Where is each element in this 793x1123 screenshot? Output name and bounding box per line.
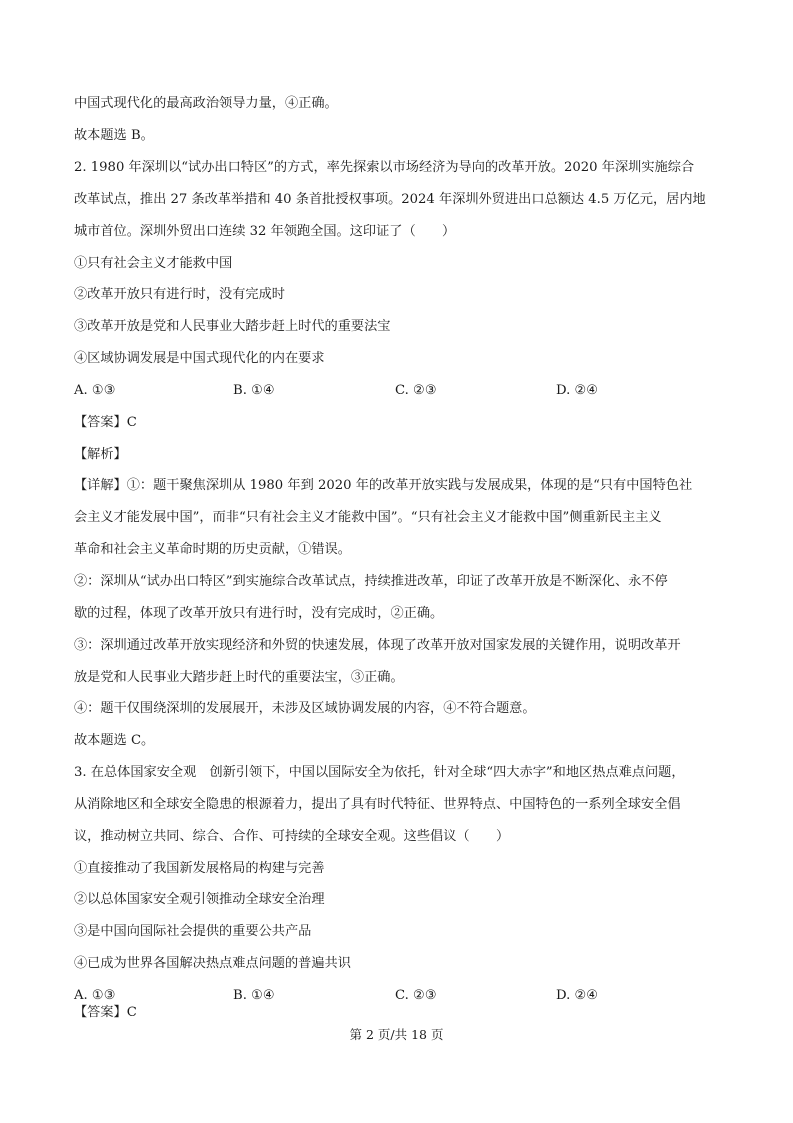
q2-detail-line-5: 歇的过程，体现了改革开放只有进行时，没有完成时，②正确。 — [74, 606, 444, 621]
q3-stem-line-2: 从消除地区和全球安全隐患的根源着力，提出了具有时代特征、世界特点、中国特色的一系列全球安全倡 — [74, 797, 681, 812]
q2-analysis-label: 【解析】 — [74, 447, 127, 462]
q3-option-d: D. ②④ — [556, 988, 599, 1003]
q2-detail-line-2: 会主义才能发展中国”，而非“只有社会主义才能救中国”。“只有社会主义才能救中国”侧重新民主主义 — [74, 510, 662, 525]
q2-answer: 【答案】C — [74, 415, 137, 430]
q2-option-c: C. ②③ — [395, 383, 437, 398]
q2-option-b: B. ①④ — [233, 383, 275, 398]
q3-statement-2: ②以总体国家安全观引领推动全球安全治理 — [74, 892, 325, 907]
q2-final-choice: 故本题选 C。 — [74, 733, 155, 748]
q3-answer: 【答案】C — [74, 1005, 137, 1020]
q2-options — [74, 382, 720, 400]
q2-statement-1: ①只有社会主义才能救中国 — [74, 256, 233, 271]
q2-statement-4: ④区域协调发展是中国式现代化的内在要求 — [74, 351, 325, 366]
q2-stem-line-3: 城市首位。深圳外贸出口连续 32 年领跑全国。这印证了（ ） — [74, 224, 456, 239]
q3-stem-line-1: 3. 在总体国家安全观 创新引领下，中国以国际安全为依托，针对全球“四大赤字”和地区热点难点问题， — [74, 765, 685, 780]
q3-statement-1: ①直接推动了我国新发展格局的构建与完善 — [74, 861, 325, 876]
q3-statement-4: ④已成为世界各国解决热点难点问题的普遍共识 — [74, 956, 351, 971]
page-footer: 第 2 页/共 18 页 — [349, 1027, 444, 1042]
q2-detail-line-7: 放是党和人民事业大踏步赶上时代的重要法宝，③正确。 — [74, 670, 404, 685]
q2-detail-line-3: 革命和社会主义革命时期的历史贡献，①错误。 — [74, 542, 351, 557]
q3-options — [74, 987, 720, 1005]
q2-detail-line-1: 【详解】①：题干聚焦深圳从 1980 年到 2020 年的改革开放实践与发展成果，体现的是“只有中国特色社 — [74, 478, 693, 493]
q3-option-c: C. ②③ — [395, 988, 437, 1003]
q2-option-a: A. ①③ — [74, 383, 116, 398]
prev-answer-choice: 故本题选 B。 — [74, 128, 154, 143]
q2-stem-line-1: 2. 1980 年深圳以“试办出口特区”的方式，率先探索以市场经济为导向的改革开放。2020 年深圳实施综合 — [74, 160, 695, 175]
q3-option-a: A. ①③ — [74, 988, 116, 1003]
q2-detail-line-4: ②：深圳从“试办出口特区”到实施综合改革试点，持续推进改革，印证了改革开放是不断深化、永不停 — [74, 574, 668, 589]
prev-explanation-line: 中国式现代化的最高政治领导力量，④正确。 — [74, 96, 338, 111]
q2-detail-line-6: ③：深圳通过改革开放实现经济和外贸的快速发展，体现了改革开放对国家发展的关键作用，说明改革开 — [74, 638, 681, 653]
q3-option-b: B. ①④ — [233, 988, 275, 1003]
q2-detail-line-8: ④：题干仅围绕深圳的发展展开，未涉及区域协调发展的内容，④不符合题意。 — [74, 701, 536, 716]
q2-stem-line-2: 改革试点，推出 27 条改革举措和 40 条首批授权事项。2024 年深圳外贸进出口总额达 4.5 万亿元，居内地 — [74, 192, 706, 207]
q2-option-d: D. ②④ — [556, 383, 599, 398]
q2-statement-2: ②改革开放只有进行时，没有完成时 — [74, 287, 285, 302]
q3-statement-3: ③是中国向国际社会提供的重要公共产品 — [74, 924, 312, 939]
q2-statement-3: ③改革开放是党和人民事业大踏步赶上时代的重要法宝 — [74, 319, 391, 334]
q3-stem-line-3: 议，推动树立共同、综合、合作、可持续的全球安全观。这些倡议（ ） — [74, 829, 510, 844]
